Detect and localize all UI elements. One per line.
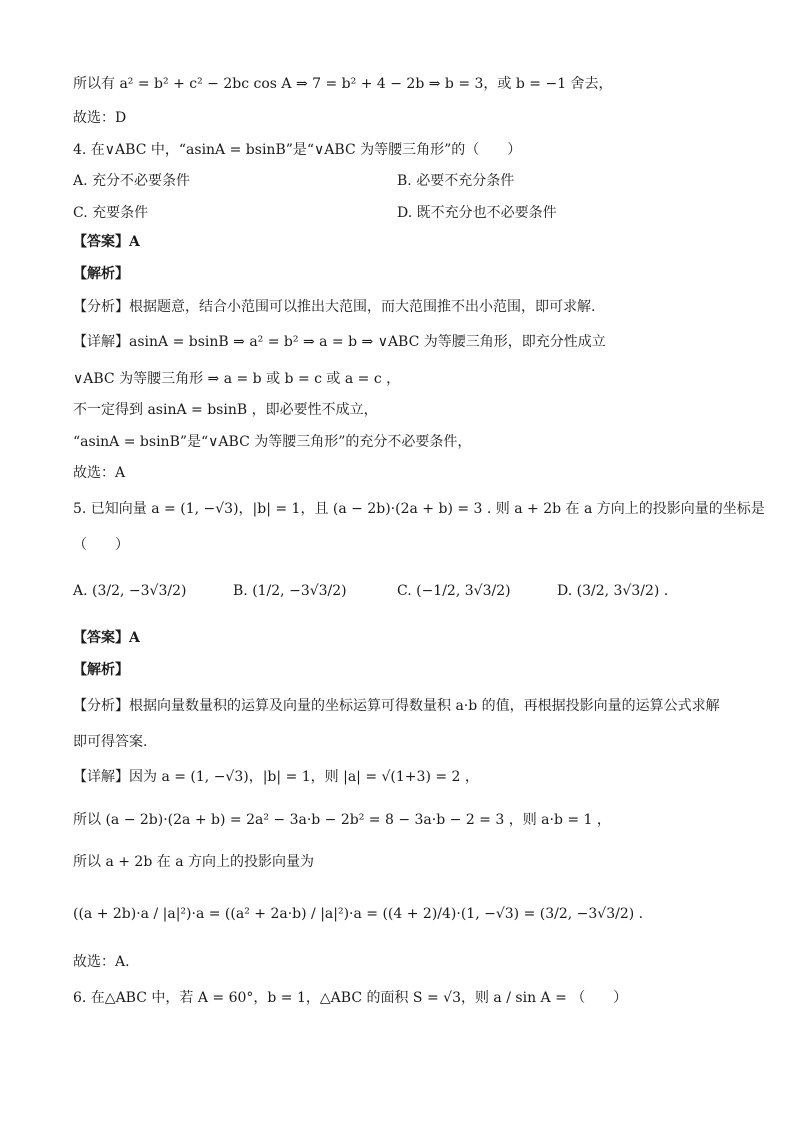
q4-detail-line-4: “asinA = bsinB”是“∨ABC 为等腰三角形”的充分不必要条件， xyxy=(73,434,472,450)
q5-option-d: D. (3/2, 3√3/2) . xyxy=(557,583,669,599)
q4-option-d: D. 既不充分也不必要条件 xyxy=(397,205,557,221)
q4-detail-line-3: 不一定得到 asinA = bsinB ，即必要性不成立， xyxy=(73,402,378,418)
q5-detail-line-3: 所以 a + 2b 在 a 方向上的投影向量为 xyxy=(73,854,314,870)
q4-analysis-text: 【分析】根据题意，结合小范围可以推出大范围，而大范围推不出小范围，即可求解. xyxy=(73,299,596,315)
q5-analysis-heading: 【解析】 xyxy=(73,662,129,678)
q5-detail-line-1: 【详解】因为 a = (1, −√3)，|b| = 1，则 |a| = √(1+3) = 2 ， xyxy=(73,769,479,785)
q4-option-c: C. 充要条件 xyxy=(73,205,149,221)
q5-option-b: B. (1/2, −3√3/2) xyxy=(233,583,347,599)
q4-detail-line-2: ∨ABC 为等腰三角形 ⇒ a = b 或 b = c 或 a = c ， xyxy=(73,371,401,387)
q4-analysis-heading: 【解析】 xyxy=(73,266,129,282)
answer-choice-line: 故选：D xyxy=(73,110,127,126)
q5-projection-formula: ((a + 2b)·a / |a|²)·a = ((a² + 2a·b) / |a|²)·a = ((4 + 2)/4)·(1, −√3) = (3/2, −3√3/2) . xyxy=(73,906,644,922)
q4-option-b: B. 必要不充分条件 xyxy=(397,173,515,189)
q5-final-choice: 故选：A. xyxy=(73,954,130,970)
solution-line-law-of-cosines: 所以有 a² = b² + c² − 2bc cos A ⇒ 7 = b² + 4 − 2b ⇒ b = 3，或 b = −1 舍去， xyxy=(73,76,613,92)
q5-option-a: A. (3/2, −3√3/2) xyxy=(73,583,187,599)
q4-option-a: A. 充分不必要条件 xyxy=(73,173,191,189)
question-5-paren: （ ） xyxy=(73,537,129,553)
question-5-stem: 5. 已知向量 a = (1, −√3)，|b| = 1，且 (a − 2b)·(2a + b) = 3 . 则 a + 2b 在 a 方向上的投影向量的坐标是 xyxy=(73,501,765,517)
q4-answer-label: 【答案】A xyxy=(73,234,140,250)
q4-final-choice: 故选：A xyxy=(73,465,126,481)
q5-analysis-text: 【分析】根据向量数量积的运算及向量的坐标运算可得数量积 a·b 的值，再根据投影向量的运算公式求解 xyxy=(73,698,720,714)
q5-analysis-text-cont: 即可得答案. xyxy=(73,734,148,750)
question-6-stem: 6. 在△ABC 中，若 A = 60°，b = 1，△ABC 的面积 S = √3，则 a / sin A = （ ） xyxy=(73,990,628,1006)
q5-answer-label: 【答案】A xyxy=(73,630,140,646)
q5-option-c: C. (−1/2, 3√3/2) xyxy=(397,583,511,599)
q4-detail-line-1: 【详解】asinA = bsinB ⇒ a² = b² ⇒ a = b ⇒ ∨ABC 为等腰三角形，即充分性成立 xyxy=(73,334,606,350)
q5-detail-line-2: 所以 (a − 2b)·(2a + b) = 2a² − 3a·b − 2b² = 8 − 3a·b − 2 = 3 ，则 a·b = 1 ， xyxy=(73,812,611,828)
question-4-stem: 4. 在∨ABC 中，“asinA = bsinB”是“∨ABC 为等腰三角形”的（ ） xyxy=(73,142,522,158)
